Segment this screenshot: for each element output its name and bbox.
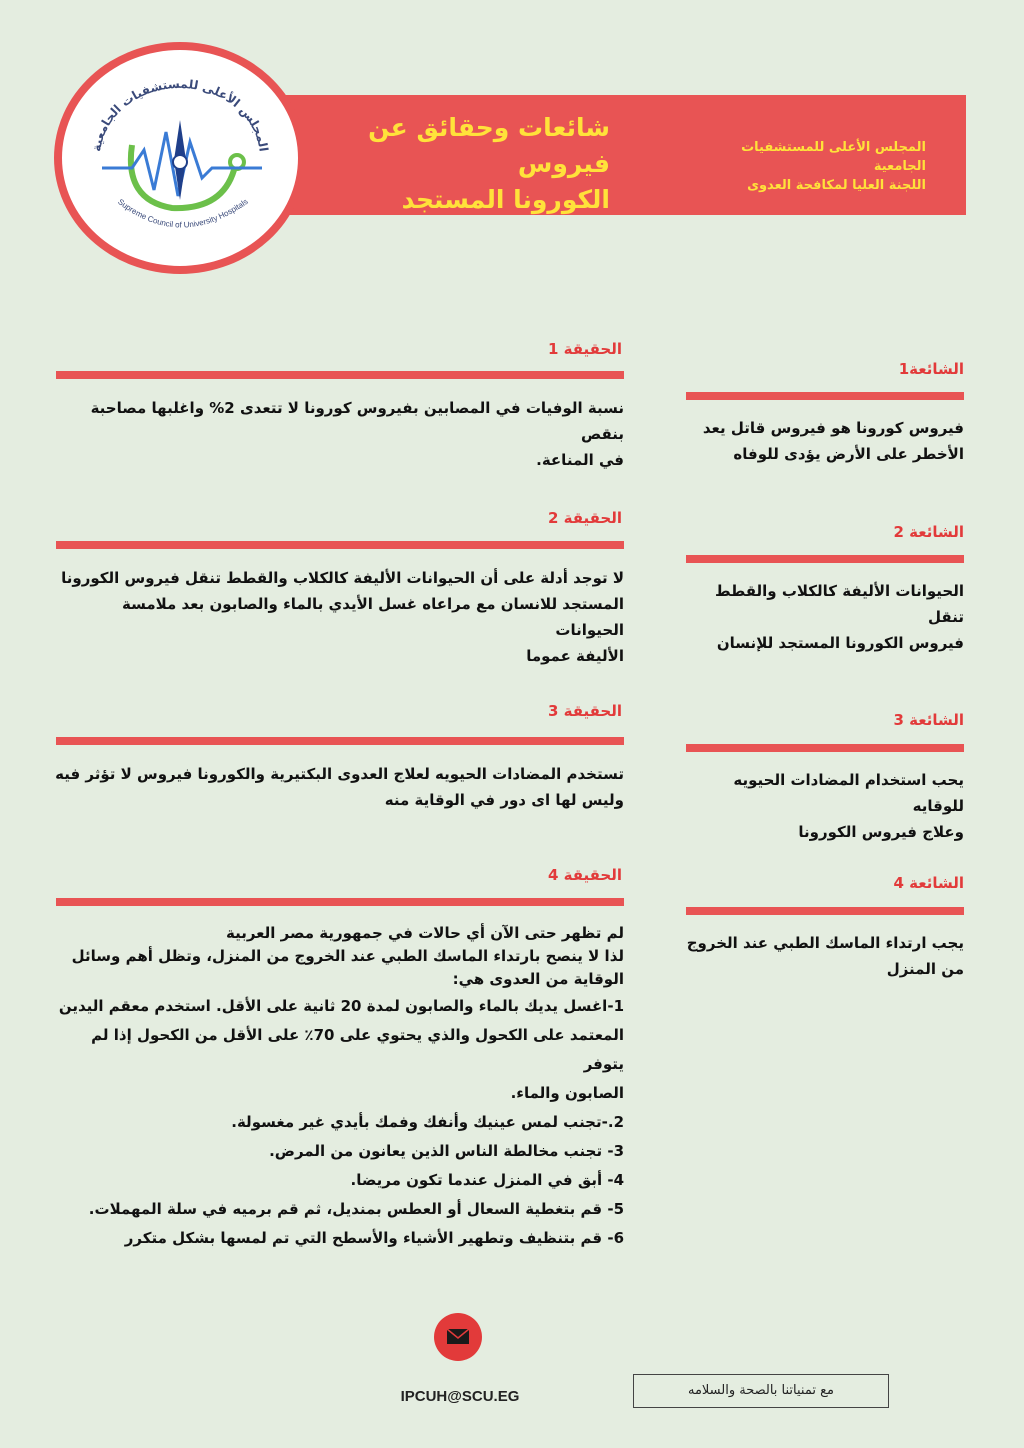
- fact-4-intro-line-3: الوقاية من العدوى هي:: [452, 970, 624, 988]
- rumor-4-line-2: من المنزل: [886, 960, 964, 978]
- fact-1-line-1: نسبة الوفيات في المصابين بفيروس كورونا لا تتعدى 2% واغلبها مصاحبة بنقص: [90, 399, 624, 443]
- fact-2-line-3: الأليفة عموما: [526, 647, 624, 665]
- rumor-4-label: الشائعة 4: [893, 874, 964, 892]
- fact-3-text: [50, 761, 624, 813]
- rumor-2-text: [686, 578, 964, 656]
- fact-2-text: [50, 565, 624, 669]
- closing-wish-box: مع تمنياتنا بالصحة والسلامه: [633, 1374, 889, 1408]
- rumor-3-line-1: يحب استخدام المضادات الحيويه للوقايه: [733, 771, 964, 815]
- fact-1-label: الحقيقة 1: [547, 340, 622, 358]
- contact-email-link[interactable]: IPCUH@SCU.EG: [400, 1388, 520, 1405]
- org-line-2: اللجنة العليا لمكافحة العدوى: [747, 178, 926, 193]
- fact-4-bar: [56, 898, 624, 906]
- university-hospitals-logo: [62, 50, 298, 266]
- fact-1-bar: [56, 371, 624, 379]
- list-item: 2.-تجنب لمس عينيك وأنفك وفمك بأيدي غير مغسولة.: [231, 1113, 624, 1131]
- page-title: [300, 110, 610, 218]
- fact-2-line-2: المستجد للانسان مع مراعاه غسل الأيدي بالماء والصابون بعد ملامسة الحيوانات: [121, 595, 624, 639]
- list-item: 6- قم بتنظيف وتطهير الأشياء والأسطح التي تم لمسها بشكل متكرر: [124, 1229, 624, 1247]
- fact-2-label: الحقيقة 2: [547, 509, 622, 527]
- envelope-icon: [434, 1313, 482, 1361]
- logo-arabic-text: المجلس الأعلى للمستشفيات الجامعية: [89, 76, 271, 153]
- rumor-2-bar: [686, 555, 964, 563]
- prevention-list: [50, 992, 624, 1253]
- fact-4-intro-line-1: لم تظهر حتى الآن أي حالات في جمهورية مصر العربية: [225, 924, 624, 942]
- rumor-4-bar: [686, 907, 964, 915]
- org-line-1: المجلس الأعلى للمستشفيات الجامعية: [741, 140, 926, 174]
- fact-4-label: الحقيقة 4: [547, 866, 622, 884]
- rumor-2-line-2: فيروس الكورونا المستجد للإنسان: [716, 634, 964, 652]
- mail-button[interactable]: [434, 1313, 482, 1361]
- rumor-2-line-1: الحيوانات الأليفة كالكلاب والقطط تنقل: [715, 582, 964, 626]
- organization-name: [690, 138, 926, 195]
- rumor-1-label: الشائعة1: [898, 360, 964, 378]
- logo-badge: [54, 42, 306, 274]
- fact-3-label: الحقيقة 3: [547, 702, 622, 720]
- fact-1-text: [50, 395, 624, 473]
- fact-3-line-1: تستخدم المضادات الحيويه لعلاج العدوى البكتيرية والكورونا فيروس لا تؤثر فيه: [55, 765, 624, 783]
- rumor-3-bar: [686, 744, 964, 752]
- fact-3-line-2: وليس لها اى دور في الوقاية منه: [384, 791, 624, 809]
- list-item: 3- تجنب مخالطة الناس الذين يعانون من المرض.: [269, 1142, 624, 1160]
- rumor-1-line-2: الأخطر على الأرض يؤدى للوفاه: [733, 445, 964, 463]
- rumor-3-label: الشائعة 3: [893, 711, 964, 729]
- fact-3-bar: [56, 737, 624, 745]
- list-item: 1-اغسل يديك بالماء والصابون لمدة 20 ثانية على الأقل. استخدم معقم اليدين: [58, 997, 624, 1015]
- rumor-1-text: [686, 415, 964, 467]
- fact-2-bar: [56, 541, 624, 549]
- list-item: المعتمد على الكحول والذي يحتوي على 70٪ على الأقل من الكحول إذا لم يتوفر: [91, 1026, 624, 1073]
- fact-1-line-2: في المناعة.: [536, 451, 624, 469]
- list-item: 4- أبق في المنزل عندما تكون مريضا.: [350, 1171, 624, 1189]
- title-line-2: الكورونا المستجد: [401, 185, 610, 214]
- list-item: الصابون والماء.: [510, 1084, 624, 1102]
- fact-2-line-1: لا توجد أدلة على أن الحيوانات الأليفة كالكلاب والقطط تنقل فيروس الكورونا: [61, 569, 624, 587]
- rumor-1-bar: [686, 392, 964, 400]
- rumor-4-line-1: يجب ارتداء الماسك الطبي عند الخروج: [686, 934, 964, 952]
- rumor-3-line-2: وعلاج فيروس الكورونا: [798, 823, 964, 841]
- logo-english-text: Supreme Council of University Hospitals: [116, 196, 250, 230]
- rumor-2-label: الشائعة 2: [893, 523, 964, 541]
- fact-4-intro-line-2: لذا لا ينصح بارتداء الماسك الطبي عند الخروج من المنزل، وتظل أهم وسائل: [71, 947, 624, 965]
- rumor-4-text: [686, 930, 964, 982]
- list-item: 5- قم بتغطية السعال أو العطس بمنديل، ثم قم برميه في سلة المهملات.: [88, 1200, 624, 1218]
- fact-4-intro: [50, 922, 624, 991]
- rumor-3-text: [686, 767, 964, 845]
- rumor-1-line-1: فيروس كورونا هو فيروس قاتل يعد: [702, 419, 964, 437]
- title-line-1: شائعات وحقائق عن فيروس: [368, 113, 610, 178]
